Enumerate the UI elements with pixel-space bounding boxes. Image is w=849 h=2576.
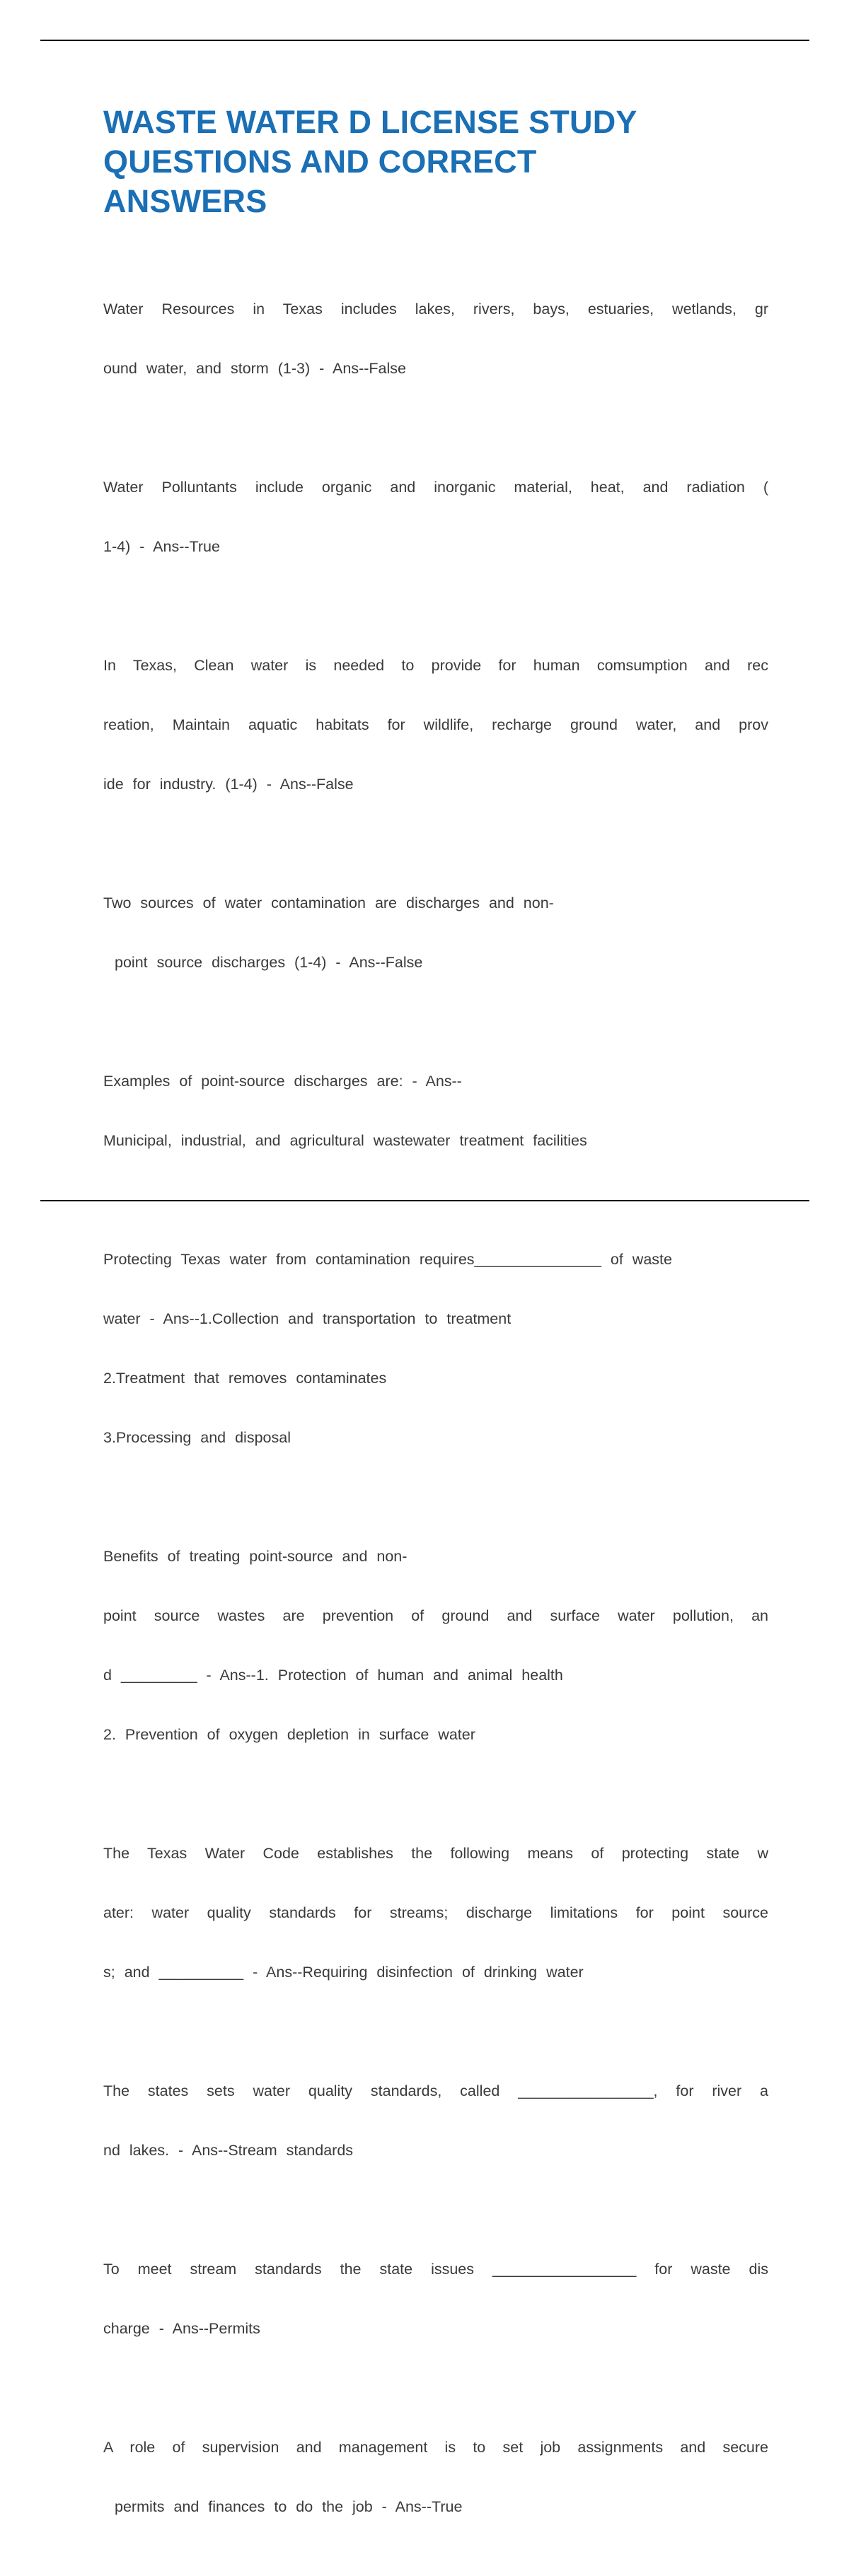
qa-line: d _________ - Ans--1. Protection of human and animal health — [103, 1667, 563, 1684]
qa-line: 3.Processing and disposal — [103, 1429, 291, 1446]
qa-item — [103, 2220, 768, 2378]
qa-line: 2. Prevention of oxygen depletion in surface water — [103, 1726, 475, 1743]
title-line: ANSWERS — [103, 183, 267, 219]
qa-line: 1-4) - Ans--True — [103, 538, 220, 555]
qa-line: In Texas, Clean water is needed to provide for human comsumption and rec — [103, 657, 768, 674]
title-line: WASTE WATER D LICENSE STUDY — [103, 104, 637, 140]
qa-item — [103, 2041, 768, 2200]
qa-line: permits and finances to do the job - Ans--True — [115, 2498, 463, 2515]
qa-item — [103, 616, 768, 834]
qa-item — [103, 260, 768, 418]
qa-line: point source discharges (1-4) - Ans--False — [115, 954, 423, 971]
qa-line: Protecting Texas water from contamination requires_______________ of waste — [103, 1251, 672, 1268]
footer-rule — [40, 1200, 809, 1201]
page-content — [103, 103, 768, 2576]
qa-line: ound water, and storm (1-3) - Ans--False — [103, 360, 406, 377]
qa-item — [103, 1032, 768, 1190]
qa-line: 2.Treatment that removes contaminates — [103, 1370, 387, 1387]
qa-line: A role of supervision and management is to set job assignments and secure — [103, 2439, 768, 2456]
document-title — [103, 103, 768, 221]
qa-line: ide for industry. (1-4) - Ans--False — [103, 776, 354, 793]
qa-item — [103, 853, 768, 1012]
qa-item — [103, 438, 768, 596]
qa-line: Water Resources in Texas includes lakes, rivers, bays, estuaries, wetlands, gr — [103, 301, 768, 317]
qa-line: water - Ans--1.Collection and transportation to treatment — [103, 1310, 512, 1327]
qa-line: reation, Maintain aquatic habitats for wildlife, recharge ground water, and prov — [103, 716, 768, 733]
qa-line: The states sets water quality standards, called ________________, for river a — [103, 2082, 768, 2099]
qa-line: Examples of point-source discharges are: - Ans-- — [103, 1073, 462, 1090]
title-line: QUESTIONS AND CORRECT — [103, 144, 537, 180]
qa-line: The Texas Water Code establishes the following means of protecting state w — [103, 1845, 768, 1862]
qa-item — [103, 1507, 768, 1784]
qa-line: s; and __________ - Ans--Requiring disinfection of drinking water — [103, 1964, 584, 1981]
qa-line: Benefits of treating point-source and non- — [103, 1548, 408, 1565]
qa-item — [103, 1804, 768, 2022]
qa-list — [103, 260, 768, 2556]
qa-line: Municipal, industrial, and agricultural wastewater treatment facilities — [103, 1132, 587, 1149]
qa-item — [103, 2398, 768, 2556]
qa-item — [103, 1210, 768, 1487]
qa-line: Two sources of water contamination are discharges and non- — [103, 894, 554, 911]
qa-line: Water Polluntants include organic and inorganic material, heat, and radiation ( — [103, 479, 768, 496]
qa-line: To meet stream standards the state issues _________________ for waste dis — [103, 2261, 768, 2278]
qa-line: nd lakes. - Ans--Stream standards — [103, 2142, 354, 2159]
qa-line: point source wastes are prevention of ground and surface water pollution, an — [103, 1607, 768, 1624]
qa-line: ater: water quality standards for streams; discharge limitations for point source — [103, 1904, 768, 1921]
qa-line: charge - Ans--Permits — [103, 2320, 260, 2337]
header-rule — [40, 40, 809, 41]
